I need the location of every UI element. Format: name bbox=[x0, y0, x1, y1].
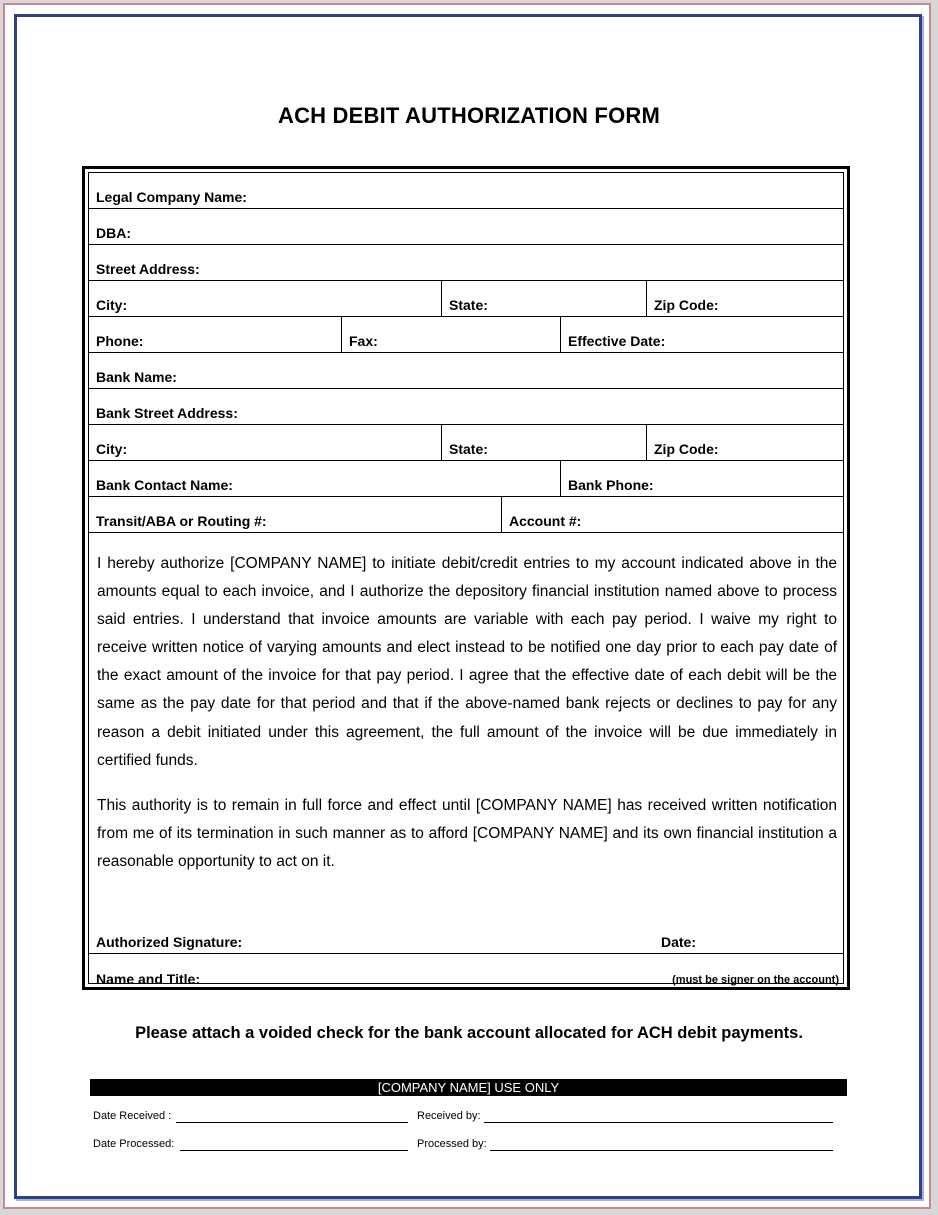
routing-field[interactable] bbox=[89, 497, 501, 532]
state-label: State: bbox=[449, 297, 488, 313]
bank-phone-field[interactable] bbox=[560, 461, 843, 496]
dba-label: DBA: bbox=[96, 225, 131, 241]
zip-code-label: Zip Code: bbox=[654, 297, 719, 313]
city-field[interactable] bbox=[89, 281, 441, 316]
processed-by-label: Processed by: bbox=[417, 1138, 487, 1150]
date-received-label: Date Received : bbox=[93, 1110, 172, 1122]
bank-name-label: Bank Name: bbox=[96, 369, 177, 385]
row-routing-account bbox=[89, 497, 843, 533]
row-phone-fax-date bbox=[89, 317, 843, 353]
fax-field[interactable] bbox=[341, 317, 560, 352]
row-bank-city-state-zip bbox=[89, 425, 843, 461]
street-address-label: Street Address: bbox=[96, 261, 200, 277]
form-grid bbox=[88, 172, 844, 987]
city-label: City: bbox=[96, 297, 128, 313]
signer-note: (must be signer on the account) bbox=[672, 974, 839, 986]
signature-date-field[interactable] bbox=[654, 918, 843, 953]
row-city-state-zip bbox=[89, 281, 843, 317]
office-use-header: [COMPANY NAME] USE ONLY bbox=[90, 1079, 847, 1096]
row-dba[interactable] bbox=[89, 209, 843, 245]
routing-label: Transit/ABA or Routing #: bbox=[96, 513, 267, 529]
date-processed-label: Date Processed: bbox=[93, 1138, 175, 1150]
authorized-signature-label: Authorized Signature: bbox=[96, 934, 243, 950]
row-street-address[interactable] bbox=[89, 245, 843, 281]
bank-zip-code-label: Zip Code: bbox=[654, 441, 719, 457]
row-bank-street-address[interactable] bbox=[89, 389, 843, 425]
date-processed-line[interactable] bbox=[180, 1150, 408, 1151]
bank-street-address-label: Bank Street Address: bbox=[96, 405, 238, 421]
bank-state-label: State: bbox=[449, 441, 488, 457]
phone-field[interactable] bbox=[89, 317, 341, 352]
account-label: Account #: bbox=[509, 513, 582, 529]
form-title: ACH DEBIT AUTHORIZATION FORM bbox=[277, 103, 660, 128]
bank-state-field[interactable] bbox=[441, 425, 646, 460]
row-bank-contact bbox=[89, 461, 843, 497]
authorization-paragraph: I hereby authorize [COMPANY NAME] to initiate debit/credit entries to my account indicated above in the amounts equal to each invoice, and I authorize the depository financial institution named above to process said entries. I understand that invoice amounts are variable with each pay period. I waive my right to receive written notice of varying amounts and elect instead to be notified one day prior to each pay date of the exact amount of the invoice for that pay period. I agree that the effective date of each debit will be the same as the pay date for that period and that if the above-named bank rejects or declines to pay for any reason a debit initiated under this agreement, the full amount of the invoice will be due immediately in certified funds. bbox=[97, 555, 837, 769]
account-field[interactable] bbox=[501, 497, 843, 532]
bank-city-label: City: bbox=[96, 441, 128, 457]
name-and-title-label: Name and Title: bbox=[96, 971, 200, 987]
effective-date-label: Effective Date: bbox=[568, 333, 666, 349]
date-received-line[interactable] bbox=[176, 1122, 408, 1123]
form-box bbox=[82, 166, 850, 990]
received-by-label: Received by: bbox=[417, 1110, 481, 1122]
phone-label: Phone: bbox=[96, 333, 144, 349]
received-by-line[interactable] bbox=[484, 1122, 833, 1123]
row-authorized-signature bbox=[89, 918, 843, 954]
processed-by-line[interactable] bbox=[490, 1150, 833, 1151]
bank-zip-code-field[interactable] bbox=[646, 425, 843, 460]
authorized-signature-field[interactable] bbox=[89, 918, 654, 953]
bank-city-field[interactable] bbox=[89, 425, 441, 460]
bank-phone-label: Bank Phone: bbox=[568, 477, 654, 493]
bank-contact-name-field[interactable] bbox=[89, 461, 560, 496]
row-bank-name[interactable] bbox=[89, 353, 843, 389]
row-name-and-title[interactable] bbox=[89, 954, 843, 990]
legal-company-name-label: Legal Company Name: bbox=[96, 189, 247, 205]
signature-date-label: Date: bbox=[661, 934, 697, 950]
state-field[interactable] bbox=[441, 281, 646, 316]
row-legal-company-name[interactable] bbox=[89, 173, 843, 209]
effective-date-field[interactable] bbox=[560, 317, 843, 352]
authority-paragraph: This authority is to remain in full force and effect until [COMPANY NAME] has received written notification from me of its termination in such manner as to afford [COMPANY NAME] and its own financial institution a reasonable opportunity to act on it. bbox=[97, 797, 837, 871]
fax-label: Fax: bbox=[349, 333, 378, 349]
attach-check-note: Please attach a voided check for the bank account allocated for ACH debit payments. bbox=[135, 1024, 803, 1042]
bank-contact-name-label: Bank Contact Name: bbox=[96, 477, 233, 493]
zip-code-field[interactable] bbox=[646, 281, 843, 316]
